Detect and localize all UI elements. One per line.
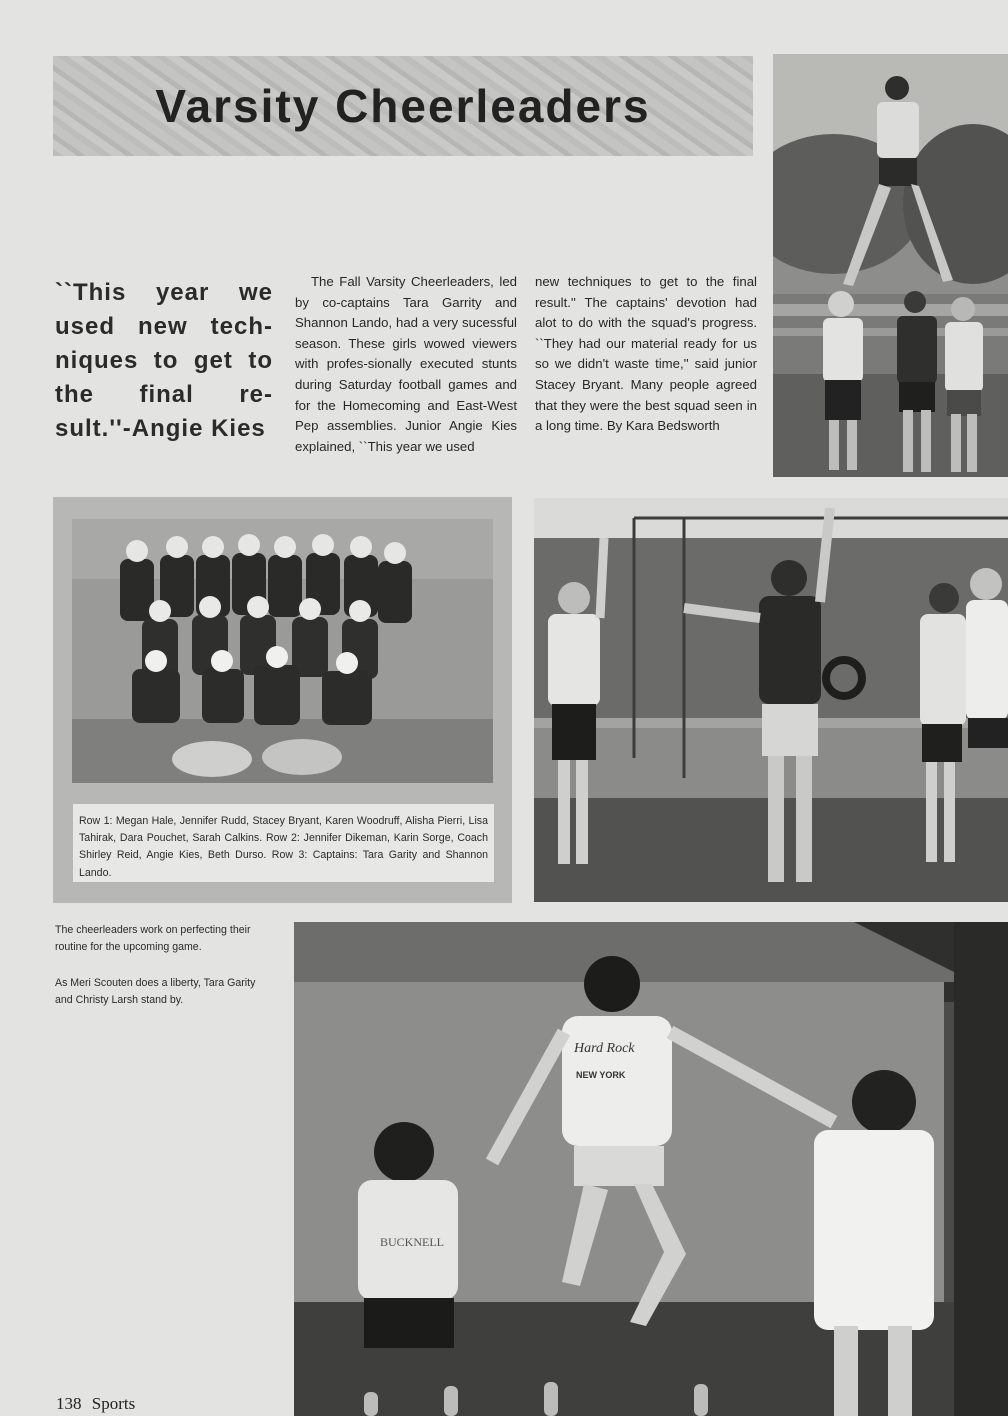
title-banner: [53, 56, 753, 156]
page-title: Varsity Cheerleaders: [155, 80, 651, 132]
liberty-photo-caption: As Meri Scouten does a liberty, Tara Garity and Christy Larsh stand by.: [55, 977, 256, 1006]
practice-photo-caption: The cheerleaders work on perfecting their routine for the upcoming game.: [55, 924, 251, 953]
bucknell-shirt-text: BUCKNELL: [380, 1235, 444, 1249]
practice-routine-photo: [534, 498, 1008, 902]
section-name: Sports: [91, 1394, 136, 1413]
liberty-stunt-photo: [294, 922, 1008, 1416]
team-group-photo: [72, 519, 493, 783]
page-folio: [56, 1394, 135, 1414]
article-column-1: The Fall Varsity Cheerleaders, led by co-captains Tara Garrity and Shannon Lando, had a very sucessful season. These girls wowed viewers with profes-sionally executed stunts during Saturday football games and for the Homecoming and East-West Pep assemblies. Junior Angie Kies explained, ``This year we used: [295, 274, 517, 454]
hard-rock-shirt-text: Hard Rock: [574, 1041, 635, 1056]
pyramid-stunt-photo: [773, 54, 1008, 477]
team-photo-caption: Row 1: Megan Hale, Jennifer Rudd, Stacey Bryant, Karen Woodruff, Alisha Pierri, Lisa Tahirak, Dara Pouchet, Sarah Calkins. Row 2: Jennifer Dikeman, Karin Sorge, Coach Shirley Reid, Angie Kies, Beth Durso. Row 3: Captains: Tara Garity and Shannon Lando.: [73, 804, 494, 882]
article-column-2: new techniques to get to the final result.'' The captains' devotion had alot to do with the squad's progress. ``They had our material ready for us so we didn't waste time,'' said junior Stacey Bryant. Many people agreed that they were the best squad seen in a long time. By Kara Bedsworth: [535, 274, 757, 434]
new-york-shirt-text: NEW YORK: [576, 1070, 626, 1080]
pull-quote: ``This year we used new tech-niques to get to the final re-sult.''-Angie Kies: [55, 279, 273, 442]
page-number: 138: [56, 1394, 82, 1413]
